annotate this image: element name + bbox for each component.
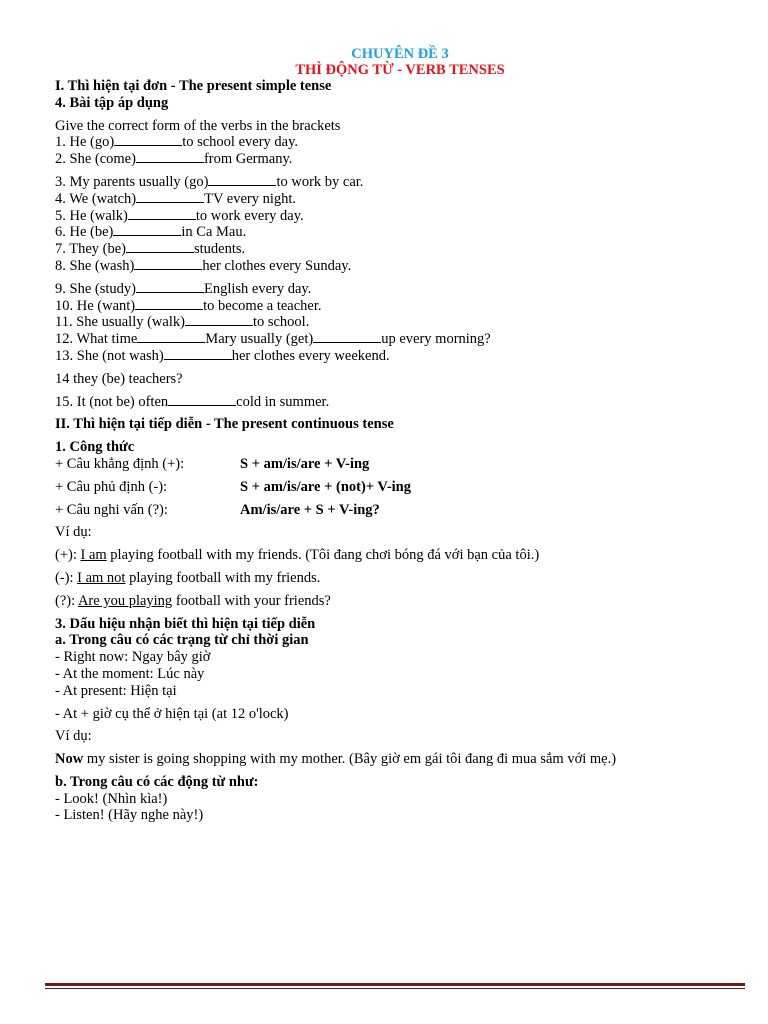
exercise-prompt: 6. He (be) — [55, 224, 114, 241]
formula-row — [55, 502, 745, 519]
exercise-prompt: 10. He (want) — [55, 297, 136, 314]
exercise-item — [55, 281, 745, 298]
exercise-tail: in Ca Mau. — [181, 224, 247, 241]
sign-item: - Right now: Ngay bây giờ — [55, 649, 211, 666]
signs-b-list — [55, 791, 745, 825]
signs-b-heading: b. Trong câu có các động từ như: — [55, 773, 259, 790]
exercise-item — [55, 151, 745, 168]
example-prefix: (?): — [55, 592, 78, 609]
example-underlined: Are you playing — [77, 592, 173, 609]
answer-blank[interactable] — [136, 151, 204, 163]
now-example — [55, 751, 745, 768]
exercise-prompt: 11. She usually (walk) — [55, 314, 185, 331]
section1-heading: I. Thì hiện tại đơn - The present simple tense — [55, 78, 332, 94]
formula-label: + Câu phủ định (-): — [55, 478, 168, 495]
example-label: Ví dụ: — [55, 524, 92, 541]
exercise-tail: up every morning? — [381, 331, 491, 348]
exercise-text: 14 they (be) teachers? — [55, 370, 183, 387]
exercise-item — [55, 224, 745, 241]
main-title: THÌ ĐỘNG TỪ - VERB TENSES — [295, 62, 505, 78]
exercise-item — [55, 331, 745, 348]
sign-item: - At present: Hiện tại — [55, 682, 177, 699]
exercise-tail: from Germany. — [203, 151, 293, 168]
sign-item: - Listen! (Hãy nghe này!) — [55, 807, 204, 824]
example-underlined: I am not — [77, 569, 126, 586]
exercise-item — [55, 348, 745, 365]
exercise-prompt: 4. We (watch) — [55, 190, 137, 207]
formula-heading: 1. Công thức — [55, 439, 135, 456]
exercise-tail: her clothes every weekend. — [231, 347, 390, 364]
answer-blank[interactable] — [134, 258, 202, 270]
sign-item: - At the moment: Lúc này — [55, 665, 205, 682]
sign-item: - At + giờ cụ thể ở hiện tại (at 12 o'lock) — [55, 705, 289, 722]
answer-blank[interactable] — [126, 241, 194, 253]
section1-subheading: 4. Bài tập áp dụng — [55, 94, 169, 111]
formula-expression: Am/is/are + S + V-ing? — [240, 501, 380, 518]
exercise-tail: cold in summer. — [236, 393, 330, 410]
exercise-tail: to school. — [252, 314, 310, 331]
signs-a-heading: a. Trong câu có các trạng từ chỉ thời gian — [55, 632, 309, 649]
formula-table — [55, 456, 745, 518]
exercise-item — [55, 174, 745, 191]
exercise-prompt: 12. What time — [55, 331, 138, 348]
exercise-prompt: 5. He (walk) — [55, 207, 128, 224]
now-word: Now — [55, 751, 84, 768]
answer-blank[interactable] — [135, 298, 203, 310]
answer-blank[interactable] — [136, 281, 204, 293]
example-list — [55, 541, 745, 609]
answer-blank[interactable] — [137, 331, 205, 343]
answer-blank[interactable] — [168, 394, 236, 406]
instruction: Give the correct form of the verbs in the brackets — [55, 117, 341, 134]
exercise-tail: English every day. — [203, 280, 312, 297]
formula-expression: S + am/is/are + V-ing — [240, 455, 370, 472]
exercise-item — [55, 298, 745, 315]
exercise-item — [55, 191, 745, 208]
example-prefix: (-): — [55, 569, 78, 586]
exercise-item — [55, 371, 745, 388]
exercise-tail: TV every night. — [204, 190, 297, 207]
footer-rule-thin — [45, 988, 745, 989]
exercise-mid: Mary usually (get) — [205, 331, 314, 348]
exercise-prompt: 9. She (study) — [55, 280, 136, 297]
exercise-tail: to become a teacher. — [203, 297, 322, 314]
example-item — [55, 547, 745, 564]
formula-label: + Câu khẳng định (+): — [55, 455, 185, 472]
section2-heading: II. Thì hiện tại tiếp diễn - The present continuous tense — [55, 416, 394, 433]
signs-a-list — [55, 649, 745, 722]
exercise-item — [55, 314, 745, 331]
exercise-tail: to work every day. — [195, 207, 304, 224]
formula-row — [55, 456, 745, 473]
exercise-prompt: 3. My parents usually (go) — [55, 173, 209, 190]
answer-blank[interactable] — [185, 314, 253, 326]
exercise-prompt: 7. They (be) — [55, 241, 126, 258]
exercise-item — [55, 258, 745, 275]
exercise-list — [55, 134, 745, 410]
exercise-prompt: 8. She (wash) — [55, 257, 135, 274]
example-underlined: I am — [80, 547, 107, 564]
sign-item: - Look! (Nhìn kìa!) — [55, 790, 168, 807]
exercise-item — [55, 134, 745, 151]
answer-blank[interactable] — [114, 134, 182, 146]
signs-heading: 3. Dấu hiệu nhận biết thì hiện tại tiếp diễn — [55, 615, 316, 632]
example-rest: playing football with my friends. — [125, 569, 321, 586]
exercise-tail: to school every day. — [182, 134, 299, 151]
formula-row — [55, 479, 745, 496]
now-example-text: my sister is going shopping with my mother. (Bây giờ em gái tôi đang đi mua sắm với mẹ.) — [83, 751, 617, 768]
example-rest: football with your friends? — [172, 592, 331, 609]
answer-blank[interactable] — [313, 331, 381, 343]
topic-title: CHUYÊN ĐỀ 3 — [351, 46, 449, 62]
exercise-item — [55, 241, 745, 258]
example-label-2: Ví dụ: — [55, 728, 92, 745]
exercise-prompt: 13. She (not wash) — [55, 347, 164, 364]
example-item — [55, 570, 745, 587]
exercise-tail: students. — [194, 241, 246, 258]
formula-expression: S + am/is/are + (not)+ V-ing — [240, 478, 411, 495]
formula-label: + Câu nghi vấn (?): — [55, 501, 168, 518]
answer-blank[interactable] — [113, 224, 181, 236]
exercise-prompt: 15. It (not be) often — [55, 393, 169, 410]
exercise-item — [55, 208, 745, 225]
example-item — [55, 593, 745, 610]
answer-blank[interactable] — [208, 174, 276, 186]
exercise-item — [55, 394, 745, 411]
worksheet-page — [55, 46, 745, 824]
exercise-tail: to work by car. — [276, 173, 364, 190]
answer-blank[interactable] — [136, 191, 204, 203]
answer-blank[interactable] — [164, 348, 232, 360]
exercise-prompt: 2. She (come) — [55, 151, 136, 168]
answer-blank[interactable] — [128, 208, 196, 220]
footer-rule-thick — [45, 983, 745, 986]
exercise-prompt: 1. He (go) — [55, 134, 115, 151]
example-rest: playing football with my friends. (Tôi đang chơi bóng đá với bạn của tôi.) — [106, 547, 540, 564]
example-prefix: (+): — [55, 547, 81, 564]
exercise-tail: her clothes every Sunday. — [202, 257, 352, 274]
